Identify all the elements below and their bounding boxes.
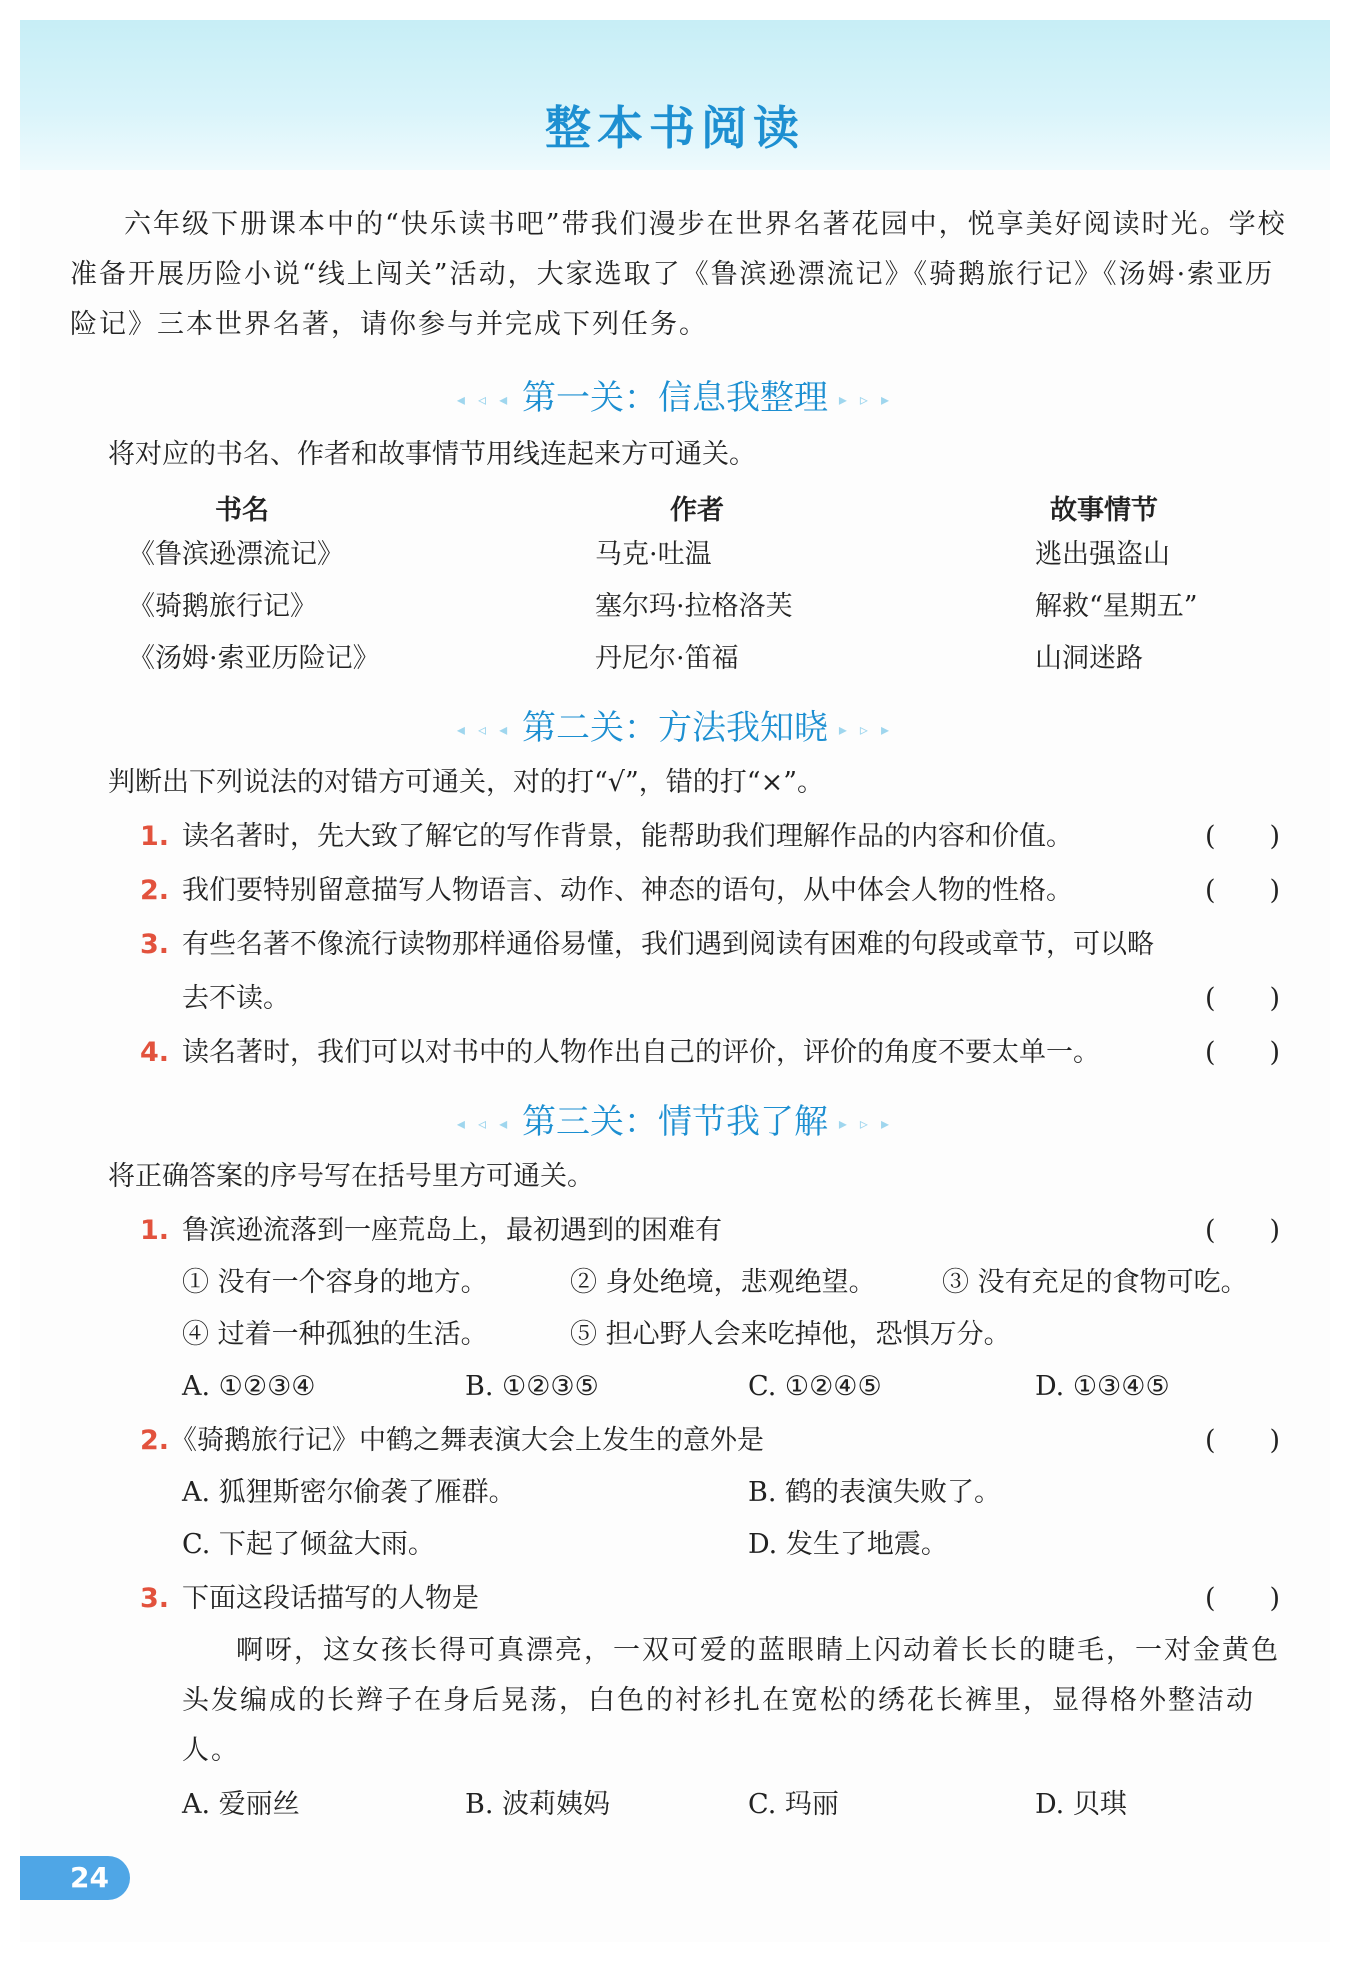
option-circled: ④ 过着一种孤独的生活。 (182, 1319, 488, 1350)
deco-left-icon: ◂ ◃ ◂ (456, 390, 512, 409)
book-item[interactable]: 《骑鹅旅行记》 (128, 591, 317, 622)
choice-c[interactable]: C. 下起了倾盆大雨。 (182, 1529, 435, 1560)
choice-a[interactable]: A. 爱丽丝 (182, 1789, 300, 1820)
answer-blank[interactable]: ( ) (1205, 1037, 1281, 1068)
question-number: 2. (140, 1425, 170, 1456)
plot-item[interactable]: 逃出强盗山 (1035, 539, 1170, 570)
section-2-instruction: 判断出下列说法的对错方可通关，对的打“√”，错的打“×”。 (108, 767, 825, 798)
section-3-title (0, 1094, 1350, 1143)
choice-b[interactable]: B. 波莉姨妈 (465, 1789, 611, 1820)
intro-paragraph: 六年级下册课本中的“快乐读书吧”带我们漫步在世界名著花园中，悦享美好阅读时光。学校准备开展历险小说“线上闯关”活动，大家选取了《鲁滨逊漂流记》《骑鹅旅行记》《汤姆·索亚历险记》三本世界名著，请你参与并完成下列任务。 (70, 209, 1287, 340)
choice-d[interactable]: D. 贝琪 (1035, 1789, 1127, 1820)
header-author: 作者 (670, 495, 724, 526)
header-plot: 故事情节 (1050, 495, 1158, 526)
section-3-title-text: 第三关：情节我了解 (522, 1102, 828, 1142)
question-number: 1. (140, 821, 170, 852)
page-title: 整本书阅读 (545, 101, 805, 155)
deco-right-icon: ▸ ▹ ▸ (838, 390, 894, 409)
choice-d[interactable]: D. 发生了地震。 (748, 1529, 948, 1560)
answer-blank[interactable]: ( ) (1205, 1215, 1281, 1246)
choice-a[interactable]: A. ①②③④ (182, 1371, 316, 1402)
answer-blank[interactable]: ( ) (1205, 875, 1281, 906)
book-item[interactable]: 《鲁滨逊漂流记》 (128, 539, 344, 570)
author-item[interactable]: 马克·吐温 (595, 539, 712, 570)
choice-a[interactable]: A. 狐狸斯密尔偷袭了雁群。 (182, 1477, 516, 1508)
header-book: 书名 (215, 495, 269, 526)
answer-blank[interactable]: ( ) (1205, 983, 1281, 1014)
option-circled: ① 没有一个容身的地方。 (182, 1267, 488, 1298)
book-item[interactable]: 《汤姆·索亚历险记》 (128, 643, 380, 674)
deco-right-icon: ▸ ▹ ▸ (838, 1114, 894, 1133)
choice-c[interactable]: C. 玛丽 (748, 1789, 839, 1820)
question-text: 下面这段话描写的人物是 (182, 1583, 479, 1614)
section-2-title-text: 第二关：方法我知晓 (522, 708, 828, 748)
question-number: 1. (140, 1215, 170, 1246)
section-1-instruction: 将对应的书名、作者和故事情节用线连起来方可通关。 (108, 439, 756, 470)
option-circled: ⑤ 担心野人会来吃掉他，恐惧万分。 (570, 1319, 1011, 1350)
answer-blank[interactable]: ( ) (1205, 1425, 1281, 1456)
choice-b[interactable]: B. 鹤的表演失败了。 (748, 1477, 1002, 1508)
answer-blank[interactable]: ( ) (1205, 1583, 1281, 1614)
plot-item[interactable]: 山洞迷路 (1035, 643, 1143, 674)
quoted-passage: 啊呀，这女孩长得可真漂亮，一双可爱的蓝眼睛上闪动着长长的睫毛，一对金黄色头发编成的长辫子在身后晃荡，白色的衬衫扎在宽松的绣花长裤里，显得格外整洁动人。 (182, 1635, 1280, 1766)
question-number: 3. (140, 1583, 170, 1614)
statement-text: 有些名著不像流行读物那样通俗易懂，我们遇到阅读有困难的句段或章节，可以略 (182, 929, 1154, 960)
plot-item[interactable]: 解救“星期五” (1035, 591, 1198, 622)
choice-c[interactable]: C. ①②④⑤ (748, 1371, 882, 1402)
option-circled: ② 身处绝境，悲观绝望。 (570, 1267, 876, 1298)
page-number: 24 (20, 1856, 130, 1900)
author-item[interactable]: 丹尼尔·笛福 (595, 643, 739, 674)
section-3-instruction: 将正确答案的序号写在括号里方可通关。 (108, 1161, 594, 1192)
answer-blank[interactable]: ( ) (1205, 821, 1281, 852)
question-number: 3. (140, 929, 170, 960)
deco-right-icon: ▸ ▹ ▸ (838, 720, 894, 739)
statement-text: 我们要特别留意描写人物语言、动作、神态的语句，从中体会人物的性格。 (182, 875, 1073, 906)
deco-left-icon: ◂ ◃ ◂ (456, 1114, 512, 1133)
question-number: 4. (140, 1037, 170, 1068)
statement-text: 读名著时，先大致了解它的写作背景，能帮助我们理解作品的内容和价值。 (182, 821, 1073, 852)
section-2-title (0, 700, 1350, 749)
question-text: 鲁滨逊流落到一座荒岛上，最初遇到的困难有 (182, 1215, 722, 1246)
author-item[interactable]: 塞尔玛·拉格洛芙 (595, 591, 793, 622)
choice-d[interactable]: D. ①③④⑤ (1035, 1371, 1170, 1402)
question-text: 《骑鹅旅行记》中鹤之舞表演大会上发生的意外是 (170, 1425, 764, 1456)
choice-b[interactable]: B. ①②③⑤ (465, 1371, 599, 1402)
section-1-title (0, 370, 1350, 419)
section-1-title-text: 第一关：信息我整理 (522, 378, 828, 418)
statement-text: 读名著时，我们可以对书中的人物作出自己的评价，评价的角度不要太单一。 (182, 1037, 1100, 1068)
question-number: 2. (140, 875, 170, 906)
deco-left-icon: ◂ ◃ ◂ (456, 720, 512, 739)
statement-text-cont: 去不读。 (182, 983, 290, 1014)
option-circled: ③ 没有充足的食物可吃。 (942, 1267, 1248, 1298)
